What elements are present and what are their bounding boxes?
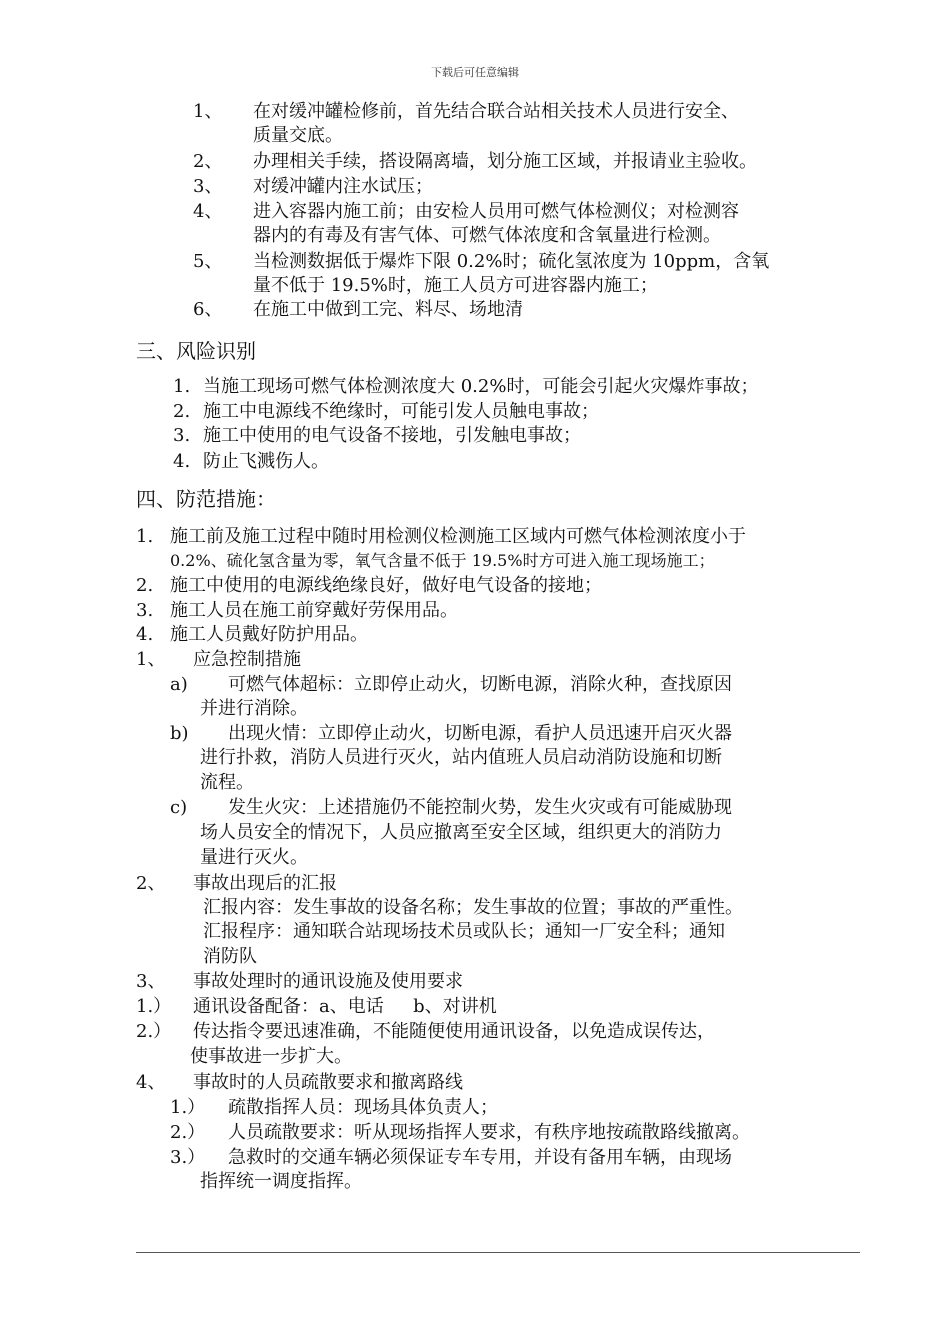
list-text: 量不低于 19.5%时，施工人员方可进容器内施工； [253, 275, 658, 296]
list-number: 1、 [136, 649, 166, 670]
list-number: 1.） [136, 996, 172, 1017]
report-text: 汇报内容：发生事故的设备名称；发生事故的位置；事故的严重性。 [203, 897, 743, 918]
list-number: 4. [173, 451, 191, 472]
list-text: 疏散指挥人员：现场具体负责人； [228, 1097, 498, 1118]
list-text: 流程。 [200, 772, 254, 793]
list-text: 施工中使用的电源线绝缘良好，做好电气设备的接地； [170, 575, 602, 596]
list-number: 2、 [136, 873, 166, 894]
list-text: 施工人员在施工前穿戴好劳保用品。 [170, 600, 458, 621]
list-text: 人员疏散要求：听从现场指挥人要求，有秩序地按疏散路线撤离。 [228, 1122, 750, 1143]
list-text: 场人员安全的情况下，人员应撤离至安全区域，组织更大的消防力 [200, 822, 722, 843]
header-note: 下载后可任意编辑 [431, 66, 519, 79]
list-text: 0.2%、硫化氢含量为零，氧气含量不低于 19.5%时方可进入施工现场施工； [170, 551, 715, 570]
list-number: 3.） [170, 1147, 206, 1168]
list-text: 出现火情：立即停止动火，切断电源，看护人员迅速开启灭火器 [228, 723, 732, 744]
list-number: 1. [136, 526, 154, 547]
list-text: 施工人员戴好防护用品。 [170, 624, 368, 645]
list-text: 施工前及施工过程中随时用检测仪检测施工区域内可燃气体检测浓度小于 [170, 526, 746, 547]
list-number: 6、 [193, 299, 223, 320]
report-text: 汇报程序：通知联合站现场技术员或队长；通知一厂安全科；通知 [203, 921, 725, 942]
list-text: 传达指令要迅速准确，不能随便使用通讯设备，以免造成误传达， [193, 1021, 715, 1042]
section-heading-risk: 三、风险识别 [136, 339, 256, 363]
list-number: b) [170, 723, 189, 744]
list-text: 办理相关手续，搭设隔离墙，划分施工区域，并报请业主验收。 [253, 151, 757, 172]
list-text: 对缓冲罐内注水试压； [253, 176, 433, 197]
list-text: 量进行灭火。 [200, 847, 308, 868]
list-number: 2.） [136, 1021, 172, 1042]
list-text: 使事故进一步扩大。 [190, 1046, 352, 1067]
list-number: 2.） [170, 1122, 206, 1143]
list-text: 当检测数据低于爆炸下限 0.2%时；硫化氢浓度为 10ppm，含氧 [253, 251, 770, 272]
list-number: 1. [173, 376, 191, 397]
list-number: c) [170, 797, 188, 818]
list-number: 4、 [193, 201, 223, 222]
subsection-title: 事故处理时的通讯设施及使用要求 [193, 971, 463, 992]
subsection-title: 事故时的人员疏散要求和撤离路线 [193, 1072, 463, 1093]
subsection-title: 应急控制措施 [193, 649, 301, 670]
list-number: 1、 [193, 101, 223, 122]
list-text: 并进行消除。 [200, 698, 308, 719]
list-number: 2. [136, 575, 154, 596]
list-number: 3. [173, 425, 191, 446]
list-number: 3、 [193, 176, 223, 197]
list-text: 质量交底。 [253, 125, 343, 146]
list-number: 5、 [193, 251, 223, 272]
subsection-title: 事故出现后的汇报 [193, 873, 337, 894]
list-number: 2、 [193, 151, 223, 172]
list-text: 在对缓冲罐检修前，首先结合联合站相关技术人员进行安全、 [253, 101, 739, 122]
list-text: 当施工现场可燃气体检测浓度大 0.2%时，可能会引起火灾爆炸事故； [203, 376, 759, 397]
list-number: 4. [136, 624, 154, 645]
list-text: 发生火灾：上述措施仍不能控制火势，发生火灾或有可能威胁现 [228, 797, 732, 818]
list-number: 1.） [170, 1097, 206, 1118]
list-text: 器内的有毒及有害气体、可燃气体浓度和含氧量进行检测。 [253, 225, 721, 246]
report-text: 消防队 [203, 946, 257, 967]
footer-divider [136, 1252, 860, 1253]
list-number: 3、 [136, 971, 166, 992]
list-text: 施工中电源线不绝缘时，可能引发人员触电事故； [203, 401, 599, 422]
list-text: 防止飞溅伤人。 [203, 451, 329, 472]
list-number: 3. [136, 600, 154, 621]
list-text: 进入容器内施工前；由安检人员用可燃气体检测仪；对检测容 [253, 201, 739, 222]
section-heading-prevention: 四、防范措施： [136, 487, 276, 511]
list-number: 4、 [136, 1072, 166, 1093]
list-text: 通讯设备配备：a、电话 b、对讲机 [193, 996, 497, 1017]
list-text: 急救时的交通车辆必须保证专车专用，并设有备用车辆，由现场 [228, 1147, 732, 1168]
list-text: 在施工中做到工完、料尽、场地清 [253, 299, 523, 320]
list-text: 指挥统一调度指挥。 [200, 1171, 362, 1192]
list-number: 2. [173, 401, 191, 422]
list-text: 进行扑救，消防人员进行灭火，站内值班人员启动消防设施和切断 [200, 747, 722, 768]
list-text: 可燃气体超标：立即停止动火，切断电源，消除火种，查找原因 [228, 674, 732, 695]
list-number: a) [170, 674, 188, 695]
list-text: 施工中使用的电气设备不接地，引发触电事故； [203, 425, 581, 446]
